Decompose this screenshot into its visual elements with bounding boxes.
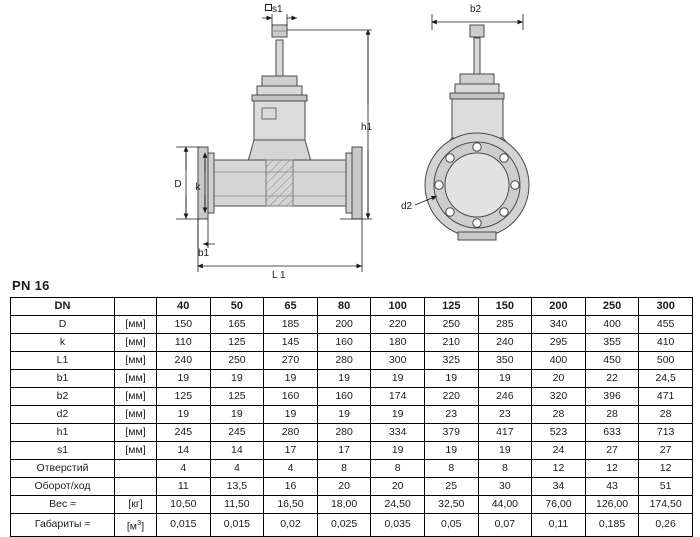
row-unit: [кг] <box>115 496 157 514</box>
table-cell: 8 <box>317 460 371 478</box>
specification-table <box>10 297 693 537</box>
row-unit: [мм] <box>115 424 157 442</box>
table-cell: 19 <box>371 442 425 460</box>
row-unit: [мм] <box>115 316 157 334</box>
table-cell: 11 <box>157 478 211 496</box>
valve-front-view <box>425 25 529 240</box>
row-unit: [мм] <box>115 406 157 424</box>
table-cell: 4 <box>264 460 318 478</box>
table-cell: 19 <box>264 370 318 388</box>
table-cell: 16 <box>264 478 318 496</box>
table-cell: 0,26 <box>639 514 693 537</box>
table-cell: 17 <box>317 442 371 460</box>
row-label: d2 <box>11 406 115 424</box>
table-cell: 13,5 <box>210 478 264 496</box>
valve-side-view <box>195 25 362 219</box>
table-cell: 20 <box>317 478 371 496</box>
table-cell: 285 <box>478 316 532 334</box>
square-symbol-icon <box>265 4 272 11</box>
table-row <box>11 460 693 478</box>
table-cell: 28 <box>639 406 693 424</box>
table-cell: 19 <box>210 406 264 424</box>
table-cell: 160 <box>264 388 318 406</box>
table-header-col-50: 50 <box>210 298 264 316</box>
table-cell: 19 <box>317 406 371 424</box>
table-cell: 12 <box>585 460 639 478</box>
table-header-col-150: 150 <box>478 298 532 316</box>
row-label: Вес ≈ <box>11 496 115 514</box>
table-cell: 27 <box>585 442 639 460</box>
table-cell: 43 <box>585 478 639 496</box>
table-cell: 20 <box>371 478 425 496</box>
table-cell: 19 <box>371 370 425 388</box>
table-row <box>11 478 693 496</box>
table-cell: 0,025 <box>317 514 371 537</box>
table-cell: 270 <box>264 352 318 370</box>
table-cell: 19 <box>478 442 532 460</box>
table-cell: 0,02 <box>264 514 318 537</box>
row-unit: [мм] <box>115 442 157 460</box>
table-cell: 396 <box>585 388 639 406</box>
table-cell: 17 <box>264 442 318 460</box>
table-header-col-250: 250 <box>585 298 639 316</box>
table-cell: 295 <box>532 334 586 352</box>
table-cell: 23 <box>424 406 478 424</box>
table-row <box>11 334 693 352</box>
label-b1: b1 <box>198 248 210 259</box>
table-cell: 24,5 <box>639 370 693 388</box>
table-cell: 250 <box>424 316 478 334</box>
table-cell: 220 <box>424 388 478 406</box>
label-k: k <box>195 182 201 193</box>
table-cell: 160 <box>317 334 371 352</box>
table-cell: 19 <box>424 370 478 388</box>
table-cell: 22 <box>585 370 639 388</box>
table-header-col-125: 125 <box>424 298 478 316</box>
table-cell: 400 <box>585 316 639 334</box>
table-cell: 25 <box>424 478 478 496</box>
label-d2: d2 <box>401 201 413 212</box>
table-cell: 110 <box>157 334 211 352</box>
table-cell: 0,185 <box>585 514 639 537</box>
table-cell: 8 <box>478 460 532 478</box>
table-cell: 471 <box>639 388 693 406</box>
table-cell: 379 <box>424 424 478 442</box>
table-cell: 8 <box>371 460 425 478</box>
label-L1: L 1 <box>272 270 286 281</box>
table-header-col-40: 40 <box>157 298 211 316</box>
table-cell: 18,00 <box>317 496 371 514</box>
label-b2: b2 <box>470 4 482 15</box>
table-cell: 14 <box>210 442 264 460</box>
table-cell: 12 <box>532 460 586 478</box>
table-cell: 240 <box>478 334 532 352</box>
table-cell: 185 <box>264 316 318 334</box>
table-cell: 28 <box>585 406 639 424</box>
table-cell: 280 <box>317 352 371 370</box>
table-cell: 245 <box>210 424 264 442</box>
table-cell: 180 <box>371 334 425 352</box>
table-cell: 19 <box>424 442 478 460</box>
table-cell: 450 <box>585 352 639 370</box>
table-header-col-65: 65 <box>264 298 318 316</box>
row-unit: [мм] <box>115 334 157 352</box>
table-cell: 355 <box>585 334 639 352</box>
table-cell: 12 <box>639 460 693 478</box>
table-header-col-200: 200 <box>532 298 586 316</box>
table-cell: 8 <box>424 460 478 478</box>
row-unit <box>115 478 157 496</box>
table-cell: 280 <box>317 424 371 442</box>
row-label: D <box>11 316 115 334</box>
row-label: s1 <box>11 442 115 460</box>
table-cell: 0,07 <box>478 514 532 537</box>
table-cell: 19 <box>157 406 211 424</box>
table-cell: 23 <box>478 406 532 424</box>
table-cell: 19 <box>157 370 211 388</box>
table-cell: 174 <box>371 388 425 406</box>
table-row <box>11 388 693 406</box>
table-cell: 160 <box>317 388 371 406</box>
table-row <box>11 352 693 370</box>
table-row <box>11 316 693 334</box>
table-cell: 334 <box>371 424 425 442</box>
table-header-col-300: 300 <box>639 298 693 316</box>
table-cell: 220 <box>371 316 425 334</box>
row-unit: [мм] <box>115 388 157 406</box>
table-cell: 0,05 <box>424 514 478 537</box>
table-cell: 0,015 <box>210 514 264 537</box>
table-header-col-100: 100 <box>371 298 425 316</box>
table-cell: 19 <box>478 370 532 388</box>
table-cell: 400 <box>532 352 586 370</box>
table-row <box>11 442 693 460</box>
row-label: Отверстий <box>11 460 115 478</box>
table-cell: 500 <box>639 352 693 370</box>
table-cell: 125 <box>157 388 211 406</box>
label-s1-top: s1 <box>272 4 283 15</box>
table-cell: 24,50 <box>371 496 425 514</box>
table-cell: 523 <box>532 424 586 442</box>
row-label: Оборот/ход <box>11 478 115 496</box>
table-cell: 19 <box>317 370 371 388</box>
row-label: L1 <box>11 352 115 370</box>
table-row <box>11 406 693 424</box>
row-label: h1 <box>11 424 115 442</box>
row-unit: $[м^3]$ <box>115 514 157 537</box>
table-header-row <box>11 298 693 316</box>
row-unit: [мм] <box>115 352 157 370</box>
table-cell: 150 <box>157 316 211 334</box>
table-cell: 4 <box>210 460 264 478</box>
table-cell: 0,035 <box>371 514 425 537</box>
table-cell: 200 <box>317 316 371 334</box>
table-cell: 19 <box>264 406 318 424</box>
table-cell: 76,00 <box>532 496 586 514</box>
table-header-dn: DN <box>11 298 115 316</box>
table-cell: 19 <box>371 406 425 424</box>
table-row <box>11 424 693 442</box>
table-cell: 19 <box>210 370 264 388</box>
table-cell: 245 <box>157 424 211 442</box>
table-cell: 126,00 <box>585 496 639 514</box>
table-cell: 300 <box>371 352 425 370</box>
table-cell: 633 <box>585 424 639 442</box>
table-cell: 30 <box>478 478 532 496</box>
table-cell: 165 <box>210 316 264 334</box>
table-cell: 145 <box>264 334 318 352</box>
table-row <box>11 496 693 514</box>
table-cell: 34 <box>532 478 586 496</box>
table-cell: 325 <box>424 352 478 370</box>
table-cell: 125 <box>210 334 264 352</box>
table-cell: 280 <box>264 424 318 442</box>
table-cell: 32,50 <box>424 496 478 514</box>
pn-title: PN 16 <box>12 278 50 293</box>
table-cell: 24 <box>532 442 586 460</box>
row-label: k <box>11 334 115 352</box>
row-unit: [мм] <box>115 370 157 388</box>
table-cell: 28 <box>532 406 586 424</box>
table-cell: 0,11 <box>532 514 586 537</box>
table-cell: 713 <box>639 424 693 442</box>
label-h1: h1 <box>361 122 373 133</box>
label-D: D <box>174 179 182 190</box>
table-header-unit <box>115 298 157 316</box>
table-cell: 174,50 <box>639 496 693 514</box>
table-cell: 10,50 <box>157 496 211 514</box>
table-cell: 250 <box>210 352 264 370</box>
table-cell: 240 <box>157 352 211 370</box>
table-cell: 16,50 <box>264 496 318 514</box>
table-cell: 340 <box>532 316 586 334</box>
table-cell: 0,015 <box>157 514 211 537</box>
table-cell: 210 <box>424 334 478 352</box>
table-cell: 44,00 <box>478 496 532 514</box>
table-cell: 11,50 <box>210 496 264 514</box>
table-row <box>11 370 693 388</box>
specification-table-area <box>10 278 692 537</box>
table-cell: 51 <box>639 478 693 496</box>
table-cell: 350 <box>478 352 532 370</box>
row-label: b1 <box>11 370 115 388</box>
table-cell: 410 <box>639 334 693 352</box>
table-cell: 27 <box>639 442 693 460</box>
table-cell: 4 <box>157 460 211 478</box>
row-unit <box>115 460 157 478</box>
table-cell: 320 <box>532 388 586 406</box>
table-cell: 14 <box>157 442 211 460</box>
row-label: b2 <box>11 388 115 406</box>
table-cell: 246 <box>478 388 532 406</box>
table-cell: 417 <box>478 424 532 442</box>
table-header-col-80: 80 <box>317 298 371 316</box>
row-label: Габариты ≈ <box>11 514 115 537</box>
table-cell: 125 <box>210 388 264 406</box>
table-cell: 455 <box>639 316 693 334</box>
table-cell: 20 <box>532 370 586 388</box>
